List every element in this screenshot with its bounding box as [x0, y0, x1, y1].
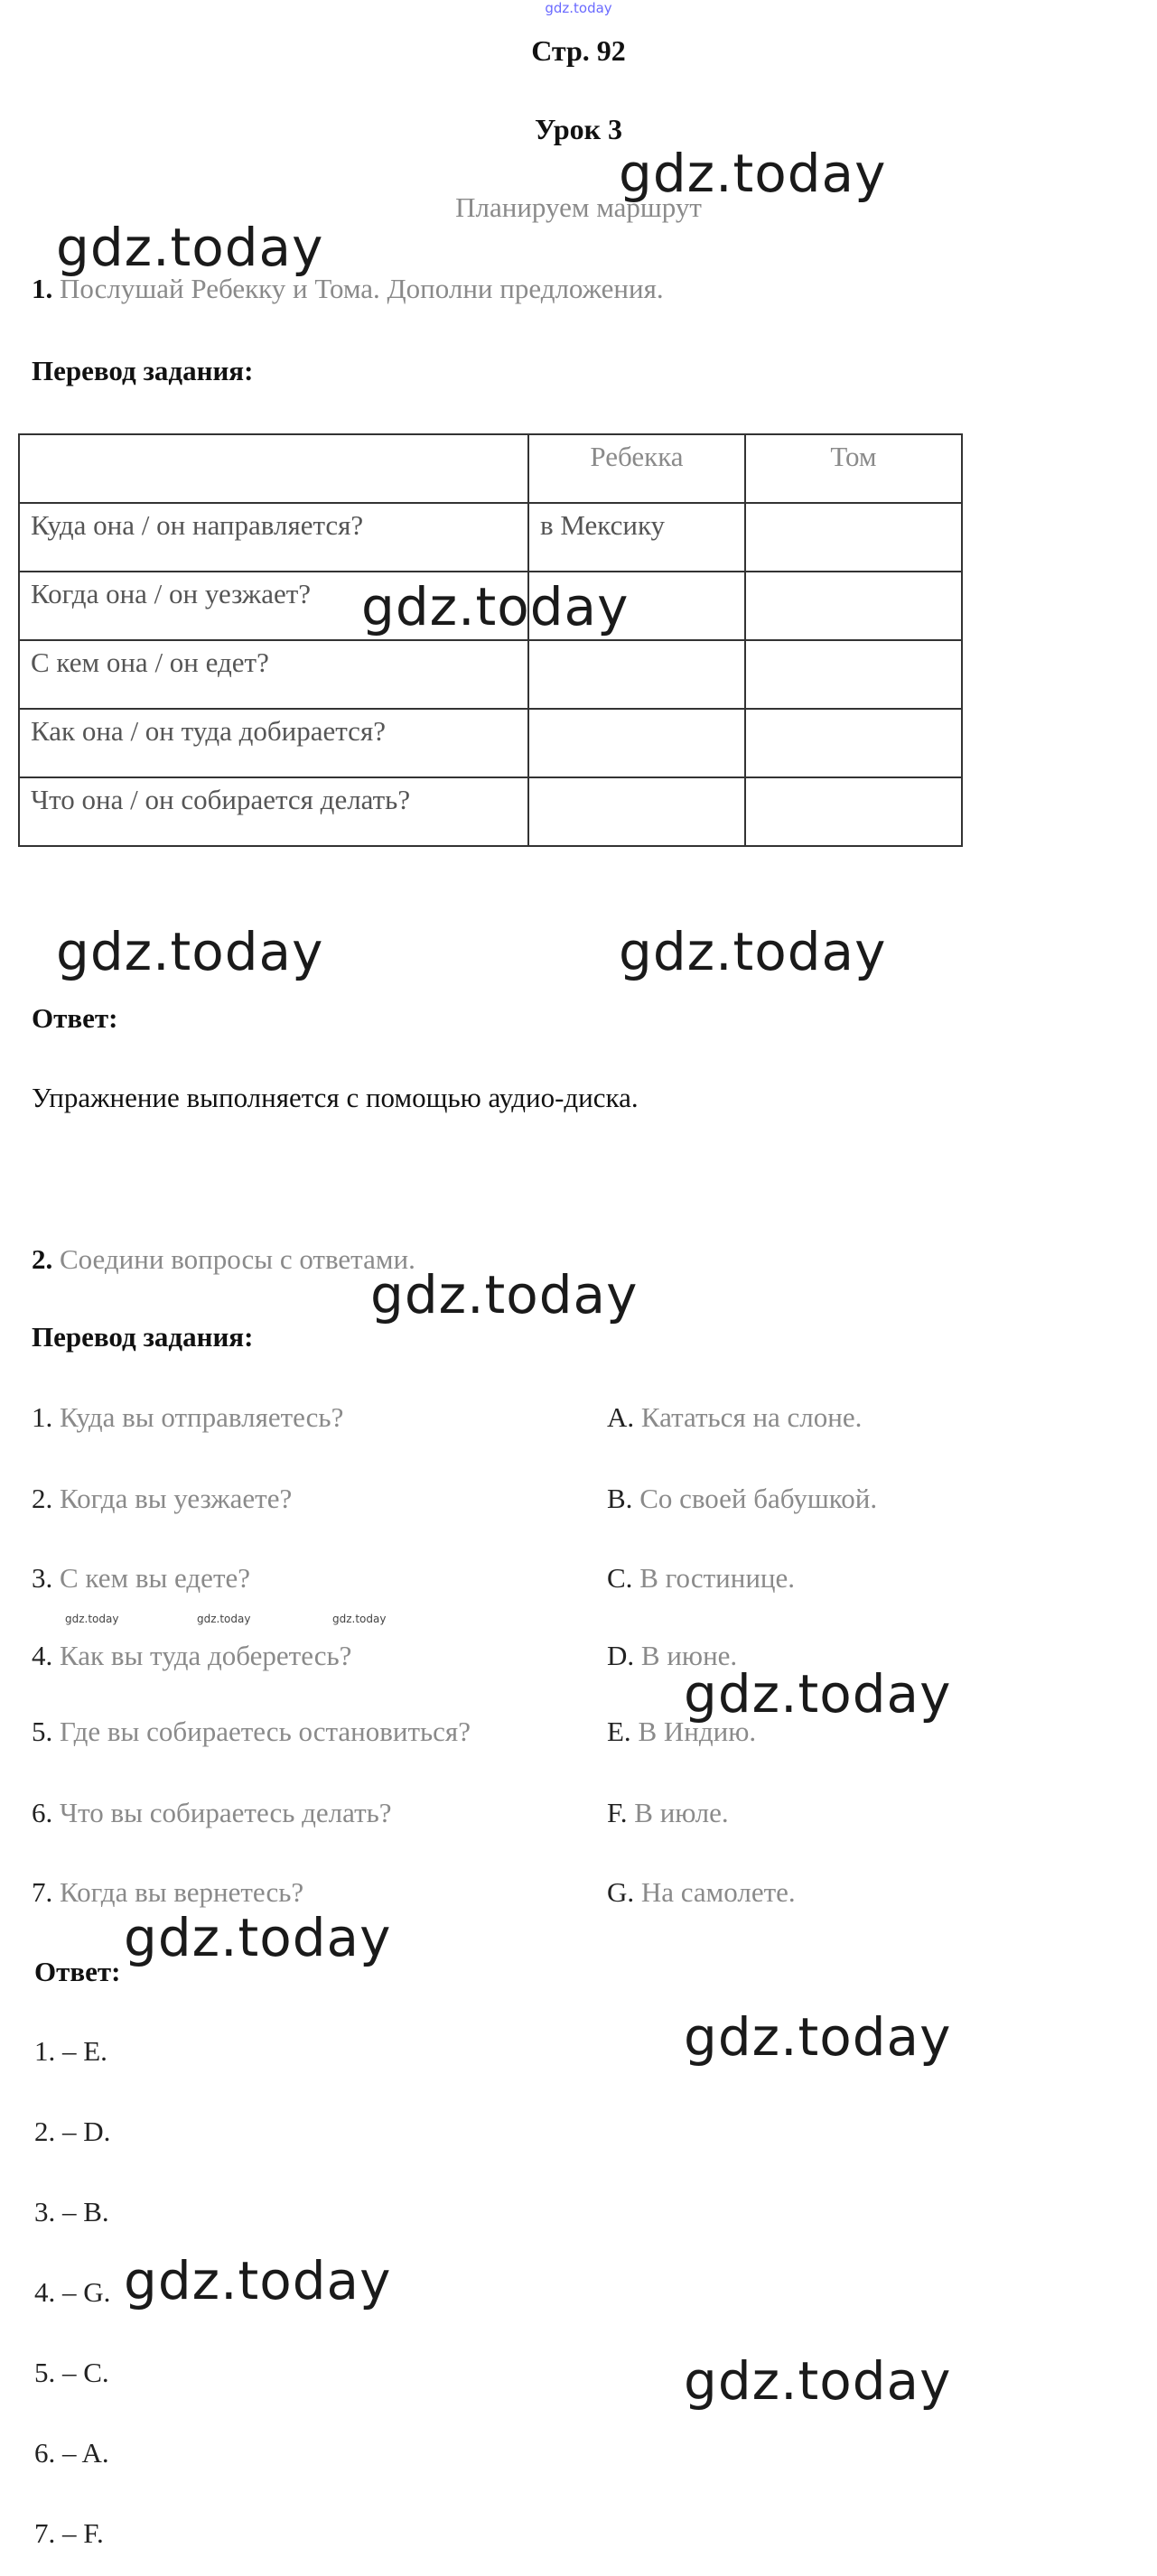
watermark: gdz.today — [619, 921, 887, 982]
table-row — [19, 709, 962, 777]
answer-item: 4. – G. — [34, 2276, 111, 2308]
table-cell — [528, 777, 745, 846]
question-item: 4. Как вы туда доберетесь? — [32, 1640, 352, 1671]
watermark: gdz.today — [65, 1613, 119, 1625]
answer-item: 1. – E. — [34, 2035, 107, 2067]
option-item: D. В июне. — [607, 1640, 738, 1671]
watermark: gdz.today — [332, 1613, 387, 1625]
task1-text: Послушай Ребекку и Тома. Дополни предложения. — [60, 273, 664, 304]
option-item: F. В июле. — [607, 1797, 729, 1828]
task2-translation-label: Перевод задания: — [32, 1321, 254, 1353]
task2-number: 2. — [32, 1243, 53, 1275]
lesson-heading: Урок 3 — [534, 113, 623, 145]
watermark: gdz.today — [124, 2250, 392, 2311]
option-item: G. На самолете. — [607, 1876, 796, 1908]
table-cell — [745, 572, 962, 640]
answer-item: 2. – D. — [34, 2116, 111, 2147]
table-cell: С кем она / он едет? — [19, 640, 528, 709]
question-item: 6. Что вы собираетесь делать? — [32, 1797, 392, 1828]
watermark: gdz.today — [684, 2350, 952, 2412]
table-cell: Как она / он туда добирается? — [19, 709, 528, 777]
task1-answer-text: Упражнение выполняется с помощью аудио-диска. — [32, 1082, 639, 1113]
watermark: gdz.today — [124, 1907, 392, 1968]
table-header-cell: Том — [745, 434, 962, 503]
table-cell: Что она / он собирается делать? — [19, 777, 528, 846]
table-row — [19, 777, 962, 846]
task2-text: Соедини вопросы с ответами. — [60, 1243, 415, 1275]
task1-translation-label: Перевод задания: — [32, 355, 254, 386]
table-cell — [745, 640, 962, 709]
answer-item: 7. – F. — [34, 2517, 104, 2549]
watermark: gdz.today — [619, 143, 887, 204]
task1-answer-label: Ответ: — [32, 1002, 118, 1034]
table-cell — [528, 709, 745, 777]
table-cell — [745, 503, 962, 572]
page-number: Стр. 92 — [531, 34, 626, 67]
question-item: 5. Где вы собираетесь остановиться? — [32, 1716, 471, 1747]
option-item: E. В Индию. — [607, 1716, 757, 1747]
answer-item: 3. – B. — [34, 2196, 109, 2227]
question-item: 3. С кем вы едете? — [32, 1562, 251, 1594]
lesson-title: Планируем маршрут — [455, 191, 702, 223]
task2-answer-label: Ответ: — [34, 1956, 121, 1987]
watermark: gdz.today — [56, 921, 324, 982]
watermark: gdz.today — [361, 576, 630, 637]
watermark-top: gdz.today — [545, 0, 612, 16]
answer-item: 6. – A. — [34, 2437, 109, 2469]
table-cell — [745, 777, 962, 846]
table-cell: Когда она / он уезжает? — [19, 572, 528, 640]
task1-number: 1. — [32, 273, 53, 304]
watermark: gdz.today — [684, 2006, 952, 2068]
table-cell — [745, 709, 962, 777]
table-header-cell: Ребекка — [528, 434, 745, 503]
option-item: C. В гостинице. — [607, 1562, 796, 1594]
table-cell — [528, 640, 745, 709]
table-row — [19, 503, 962, 572]
question-item: 7. Когда вы вернетесь? — [32, 1876, 304, 1908]
table-row — [19, 640, 962, 709]
watermark: gdz.today — [56, 217, 324, 278]
watermark: gdz.today — [684, 1663, 952, 1725]
table-header-row — [19, 434, 962, 503]
table-header-cell — [19, 434, 528, 503]
option-item: B. Со своей бабушкой. — [607, 1483, 878, 1514]
answer-item: 5. – C. — [34, 2357, 109, 2388]
watermark: gdz.today — [197, 1613, 251, 1625]
question-item: 1. Куда вы отправляетесь? — [32, 1401, 344, 1433]
table-cell: в Мексику — [528, 503, 745, 572]
question-item: 2. Когда вы уезжаете? — [32, 1483, 293, 1514]
task2-instruction — [32, 1243, 415, 1276]
watermark: gdz.today — [370, 1264, 639, 1325]
option-item: A. Кататься на слоне. — [607, 1401, 863, 1433]
task1-table — [18, 433, 963, 847]
table-cell: Куда она / он направляется? — [19, 503, 528, 572]
